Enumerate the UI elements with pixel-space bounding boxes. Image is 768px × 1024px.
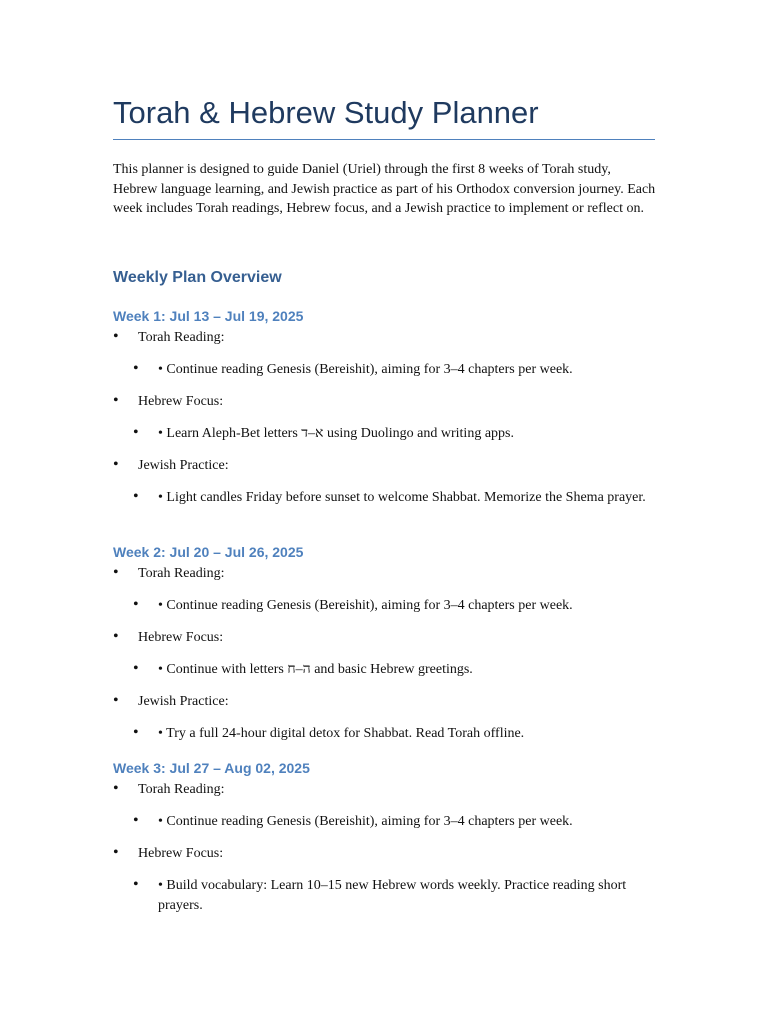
week-2-torah-text: • Continue reading Genesis (Bereishit), aiming for 3–4 chapters per week.	[158, 598, 573, 613]
bullet: •	[113, 328, 119, 345]
intro-paragraph: This planner is designed to guide Daniel (Uriel) through the first 8 weeks of Torah study, Hebrew language learning, and Jewish practice as part of his Orthodox conversion journey. Each week includes Torah readings, Hebrew focus, and a Jewish practice to implement or reflect on.	[113, 162, 656, 216]
bullet: •	[113, 392, 119, 409]
week-1-hebrew-text: • Learn Aleph-Bet letters א–ד using Duolingo and writing apps.	[158, 426, 514, 441]
document-title: Torah & Hebrew Study Planner	[113, 95, 539, 130]
week-1-practice-label: Jewish Practice:	[138, 458, 229, 473]
bullet: •	[133, 488, 139, 505]
week-2-heading: Week 2: Jul 20 – Jul 26, 2025	[113, 544, 304, 560]
title-underline	[113, 139, 655, 140]
week-1-torah-label: Torah Reading:	[138, 330, 225, 345]
week-3-torah-label: Torah Reading:	[138, 782, 225, 797]
bullet: •	[113, 844, 119, 861]
bullet: •	[133, 660, 139, 677]
bullet: •	[133, 424, 139, 441]
week-2-hebrew-label: Hebrew Focus:	[138, 630, 224, 645]
week-3-torah-text: • Continue reading Genesis (Bereishit), aiming for 3–4 chapters per week.	[158, 814, 573, 829]
week-1-hebrew-label: Hebrew Focus:	[138, 394, 224, 409]
week-3-hebrew-label: Hebrew Focus:	[138, 846, 224, 861]
week-3-heading: Week 3: Jul 27 – Aug 02, 2025	[113, 760, 310, 776]
week-1-practice-text: • Light candles Friday before sunset to welcome Shabbat. Memorize the Shema prayer.	[158, 490, 646, 505]
bullet: •	[133, 596, 139, 613]
bullet: •	[133, 724, 139, 741]
overview-heading: Weekly Plan Overview	[113, 269, 282, 286]
bullet: •	[133, 812, 139, 829]
bullet: •	[113, 692, 119, 709]
bullet: •	[113, 456, 119, 473]
week-1-torah-text: • Continue reading Genesis (Bereishit), aiming for 3–4 chapters per week.	[158, 362, 573, 377]
week-2-torah-label: Torah Reading:	[138, 566, 225, 581]
bullet: •	[113, 564, 119, 581]
week-2-hebrew-text: • Continue with letters ה–ח and basic Hebrew greetings.	[158, 662, 473, 677]
week-1-heading: Week 1: Jul 13 – Jul 19, 2025	[113, 308, 304, 324]
week-3-hebrew-text: • Build vocabulary: Learn 10–15 new Hebrew words weekly. Practice reading short prayers.	[158, 878, 627, 913]
bullet: •	[113, 780, 119, 797]
bullet: •	[113, 628, 119, 645]
bullet: •	[133, 360, 139, 377]
week-2-practice-label: Jewish Practice:	[138, 694, 229, 709]
bullet: •	[133, 876, 139, 893]
week-2-practice-text: • Try a full 24-hour digital detox for Shabbat. Read Torah offline.	[158, 726, 525, 741]
